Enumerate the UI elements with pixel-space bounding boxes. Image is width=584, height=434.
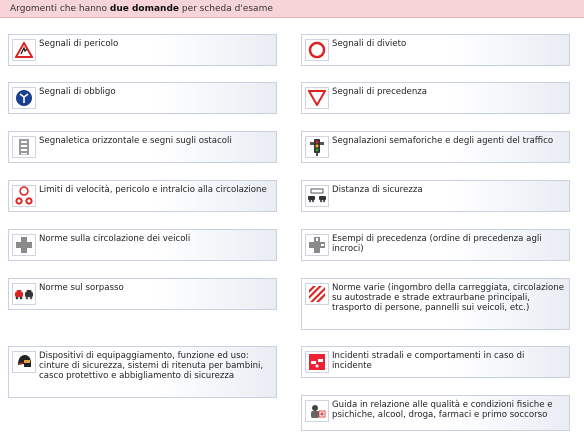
- intersection-icon: [12, 234, 36, 256]
- mandatory-sign-icon: [12, 87, 36, 109]
- topic-guida-condizioni-fisiche[interactable]: [301, 395, 570, 431]
- topic-dispositivi-equipaggiamento[interactable]: [8, 346, 277, 398]
- topic-segnalazioni-semaforiche[interactable]: [301, 131, 570, 163]
- topic-label: Segnali di divieto: [332, 39, 407, 49]
- speed-limit-icon: [12, 185, 36, 207]
- topic-label: Norme varie (ingombro della carreggiata, circolazione su autostrade e strade extraurbane principali, trasporto di persone, pannelli sui veicoli, etc.): [332, 283, 564, 313]
- topic-norme-circolazione[interactable]: [8, 229, 277, 261]
- yield-sign-icon: [305, 87, 329, 109]
- topic-limiti-velocita[interactable]: [8, 180, 277, 212]
- topic-label: Segnaletica orizzontale e segni sugli ostacoli: [39, 136, 232, 146]
- topic-label: Esempi di precedenza (ordine di precedenza agli incroci): [332, 234, 542, 254]
- topic-segnaletica-orizzontale[interactable]: [8, 131, 277, 163]
- hazard-stripes-icon: [305, 283, 329, 305]
- danger-sign-icon: [12, 39, 36, 61]
- topic-label: Segnalazioni semaforiche e degli agenti del traffico: [332, 136, 554, 146]
- topic-label: Limiti di velocità, pericolo e intralcio alla circolazione: [39, 185, 267, 195]
- topic-label: Segnali di precedenza: [332, 87, 428, 97]
- section-header: [0, 0, 584, 18]
- topic-esempi-precedenza[interactable]: [301, 229, 570, 261]
- topic-segnali-divieto[interactable]: [301, 34, 570, 66]
- topic-segnali-precedenza[interactable]: [301, 82, 570, 114]
- road-marking-icon: [12, 136, 36, 158]
- topic-segnali-pericolo[interactable]: [8, 34, 277, 66]
- overtaking-cars-icon: [12, 283, 36, 305]
- topic-label: Guida in relazione alle qualità e condizioni fisiche e psichiche, alcool, droga, farmaci e primo soccorso: [332, 400, 553, 420]
- prohibition-sign-icon: [305, 39, 329, 61]
- helmet-icon: [12, 351, 36, 373]
- topic-label: Distanza di sicurezza: [332, 185, 423, 195]
- first-aid-icon: [305, 400, 329, 422]
- traffic-light-icon: [305, 136, 329, 158]
- topic-label: Dispositivi di equipaggiamento, funzione ed uso: cinture di sicurezza, sistemi di ritenuta per bambini, casco protettivo e abbigliamento di sicurezza: [39, 351, 264, 381]
- safety-distance-icon: [305, 185, 329, 207]
- topic-norme-varie[interactable]: [301, 278, 570, 330]
- topic-norme-sorpasso[interactable]: [8, 278, 277, 310]
- topic-incidenti-stradali[interactable]: [301, 346, 570, 378]
- accident-icon: [305, 351, 329, 373]
- topic-label: Segnali di obbligo: [39, 87, 116, 97]
- topic-label: Norme sul sorpasso: [39, 283, 124, 293]
- topic-distanza-sicurezza[interactable]: [301, 180, 570, 212]
- topic-segnali-obbligo[interactable]: [8, 82, 277, 114]
- topic-label: Incidenti stradali e comportamenti in caso di incidente: [332, 351, 525, 371]
- topic-label: Norme sulla circolazione dei veicoli: [39, 234, 191, 244]
- topic-label: Segnali di pericolo: [39, 39, 119, 49]
- header-title: Argomenti che hanno due domande per scheda d'esame: [10, 4, 273, 14]
- crossroad-icon: [305, 234, 329, 256]
